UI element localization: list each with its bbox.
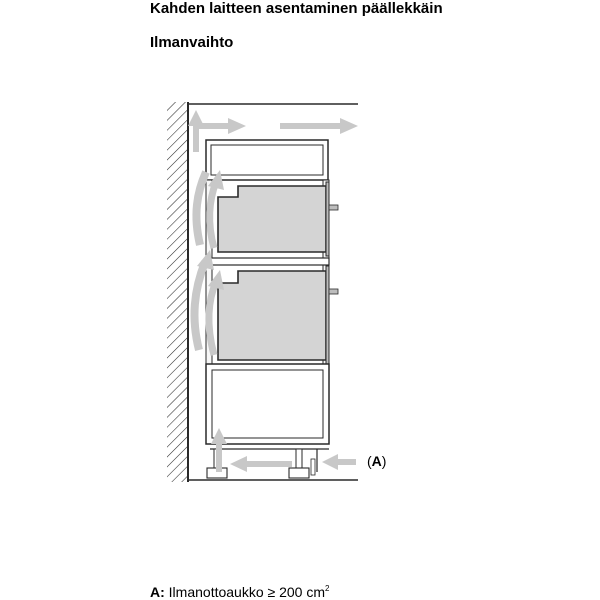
lower-oven-knob — [329, 289, 338, 294]
right-foot-leg — [296, 449, 302, 469]
air-inlet-callout — [367, 452, 386, 470]
callout-open: ( — [367, 453, 372, 469]
airflow-arrow-icon — [188, 110, 204, 126]
upper-oven-knob — [329, 205, 338, 210]
lower-oven — [218, 266, 338, 364]
right-foot — [289, 468, 309, 478]
airflow-arrow-icon — [196, 172, 206, 245]
legend-text: Ilmanottoaukko ≥ 200 cm — [164, 584, 325, 600]
legend-superscript: 2 — [325, 584, 330, 593]
page-title: Kahden laitteen asentaminen päällekkäin — [150, 0, 443, 17]
wall-hatching — [167, 102, 188, 482]
airflow-arrow-icon — [322, 454, 356, 470]
legend — [150, 584, 329, 600]
callout-key: A — [371, 453, 382, 469]
legend-key: A: — [150, 584, 165, 600]
callout-close: ) — [381, 453, 387, 469]
airflow-arrow-icon — [230, 456, 292, 472]
section-subtitle: Ilmanvaihto — [150, 34, 234, 51]
bottom-cabinet — [206, 364, 329, 444]
middle-shelf — [206, 258, 329, 265]
top-cabinet — [206, 140, 328, 180]
upper-oven — [218, 182, 338, 256]
airflow-arrow-icon — [280, 118, 358, 134]
plinth-vent — [311, 459, 315, 475]
